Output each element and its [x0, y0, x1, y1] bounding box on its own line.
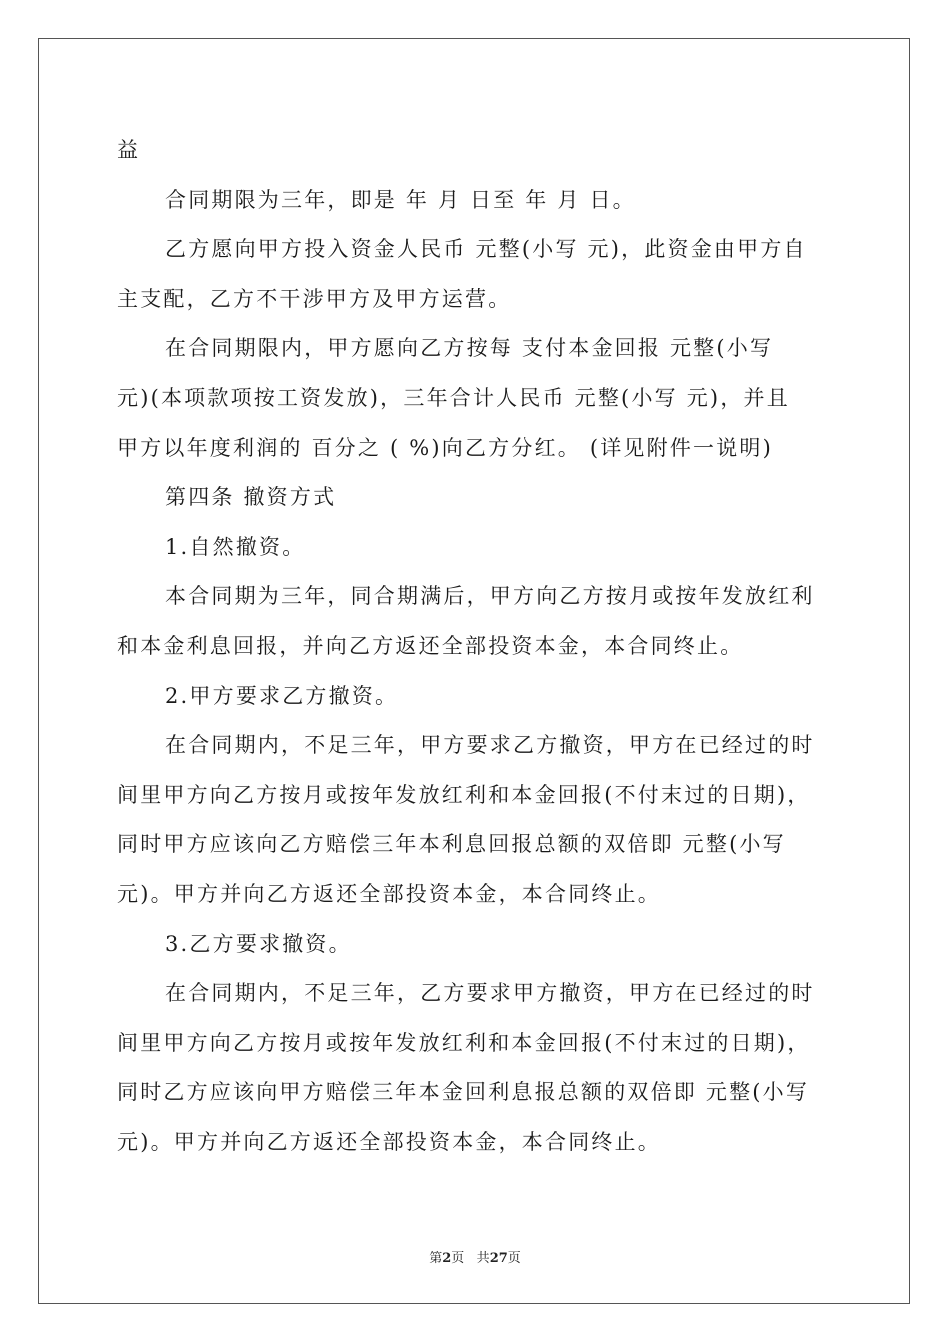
current-page-number: 2 [442, 1251, 452, 1266]
text-line: 间里甲方向乙方按月或按年发放红利和本金回报(不付末过的日期)， [117, 782, 811, 807]
text-line: 元)(本项款项按工资发放)，三年合计人民币 元整(小写 元)，并且 [117, 385, 790, 410]
text-line: 在合同期内，不足三年，甲方要求乙方撤资，甲方在已经过的时 [165, 733, 815, 758]
text-line: 乙方愿向甲方投入资金人民币 元整(小写 元)，此资金由甲方自 [165, 237, 807, 262]
clause-heading: 3.乙方要求撤资。 [165, 931, 352, 956]
text-line: 在合同期限内，甲方愿向乙方按每 支付本金回报 元整(小写 [165, 336, 774, 361]
footer-page-suffix: 页 [451, 1251, 465, 1266]
text-line: 益 [117, 138, 141, 162]
text-line: 主支配，乙方不干涉甲方及甲方运营。 [117, 286, 512, 311]
text-line: 元)。甲方并向乙方返还全部投资本金，本合同终止。 [117, 1129, 661, 1154]
total-pages-number: 27 [489, 1251, 508, 1266]
text-line: 合同期限为三年，即是 年 月 日至 年 月 日。 [165, 187, 636, 212]
footer-prefix: 第 [429, 1251, 443, 1266]
clause-heading: 2.甲方要求乙方撤资。 [165, 683, 399, 708]
text-line: 甲方以年度利润的 百分之 ( %)向乙方分红。 (详见附件一说明) [117, 435, 774, 460]
footer-total-prefix: 共 [476, 1251, 490, 1266]
footer-total-suffix: 页 [507, 1251, 521, 1266]
section-heading: 第四条 撤资方式 [165, 485, 337, 510]
contract-text [117, 126, 837, 1167]
text-line: 间里甲方向乙方按月或按年发放红利和本金回报(不付末过的日期)， [117, 1030, 811, 1055]
text-line: 在合同期内，不足三年，乙方要求甲方撤资，甲方在已经过的时 [165, 981, 815, 1006]
text-line: 同时甲方应该向乙方赔偿三年本利息回报总额的双倍即 元整(小写 [117, 832, 786, 857]
text-line: 同时乙方应该向甲方赔偿三年本金回利息报总额的双倍即 元整(小写 [117, 1080, 810, 1105]
text-line: 本合同期为三年，同合期满后，甲方向乙方按月或按年发放红利 [165, 584, 815, 609]
text-line: 和本金利息回报，并向乙方返还全部投资本金，本合同终止。 [117, 633, 744, 658]
page-footer [0, 1247, 950, 1266]
document-body [117, 126, 837, 1167]
text-line: 元)。甲方并向乙方返还全部投资本金，本合同终止。 [117, 881, 661, 906]
clause-heading: 1.自然撤资。 [165, 534, 306, 559]
